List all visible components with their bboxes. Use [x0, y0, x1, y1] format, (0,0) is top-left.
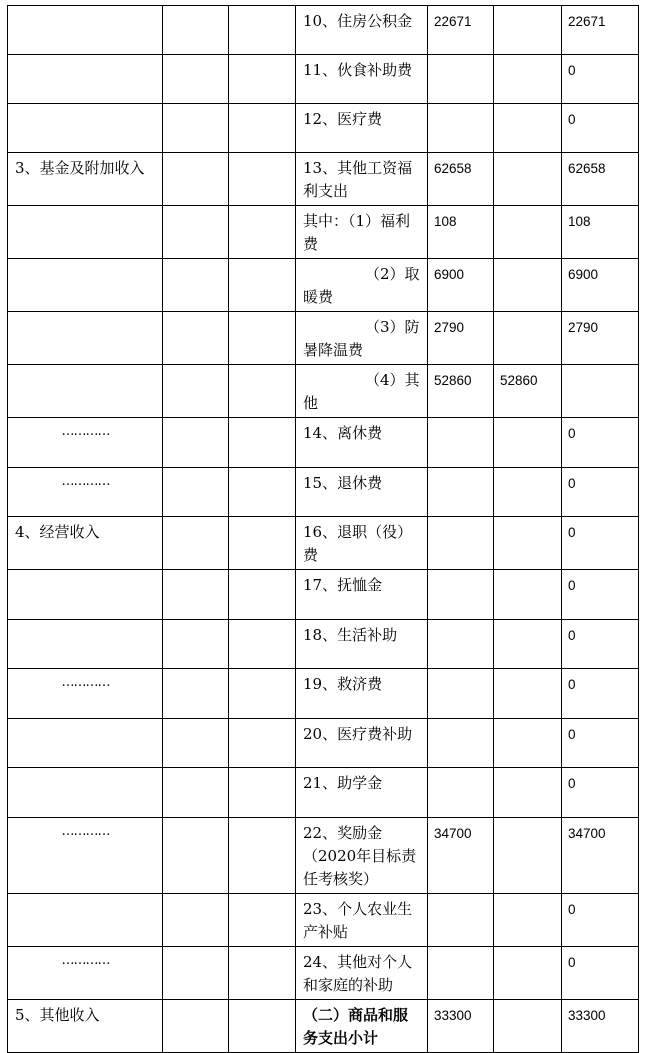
cell-v1: [428, 669, 494, 719]
cell-item: 21、助学金: [296, 768, 428, 818]
cell-c0: [8, 620, 163, 669]
cell-v1: 2790: [428, 312, 494, 365]
cell-v3: 0: [562, 620, 639, 669]
cell-c0: …………: [8, 468, 163, 517]
cell-v1: [428, 418, 494, 468]
cell-c2: [229, 719, 296, 768]
table-row: [8, 570, 639, 620]
cell-item: 18、生活补助: [296, 620, 428, 669]
cell-c0: [8, 259, 163, 312]
cell-v1: [428, 55, 494, 104]
table-row: [8, 669, 639, 719]
cell-item: 23、个人农业生产补贴: [296, 894, 428, 947]
cell-c1: [163, 818, 229, 894]
cell-v1: 6900: [428, 259, 494, 312]
cell-item: 11、伙食补助费: [296, 55, 428, 104]
cell-c1: [163, 620, 229, 669]
cell-item: 17、抚恤金: [296, 570, 428, 620]
cell-c2: [229, 312, 296, 365]
cell-c1: [163, 1000, 229, 1053]
cell-v3: 2790: [562, 312, 639, 365]
cell-c0: [8, 55, 163, 104]
table-row: [8, 418, 639, 468]
cell-item: 24、其他对个人和家庭的补助: [296, 947, 428, 1000]
table-row: [8, 6, 639, 55]
cell-c2: [229, 517, 296, 570]
cell-c1: [163, 669, 229, 719]
cell-v1: 108: [428, 206, 494, 259]
cell-item: 15、退休费: [296, 468, 428, 517]
cell-v3: 62658: [562, 153, 639, 206]
cell-v3: 0: [562, 104, 639, 153]
cell-v1: 62658: [428, 153, 494, 206]
table-row: [8, 104, 639, 153]
cell-c2: [229, 153, 296, 206]
table-row: [8, 818, 639, 894]
cell-v1: [428, 947, 494, 1000]
cell-c1: [163, 55, 229, 104]
cell-v2: [494, 206, 562, 259]
cell-v1: [428, 768, 494, 818]
cell-c0: …………: [8, 818, 163, 894]
cell-v1: 34700: [428, 818, 494, 894]
cell-c1: [163, 468, 229, 517]
cell-item: 20、医疗费补助: [296, 719, 428, 768]
cell-v2: [494, 259, 562, 312]
cell-v1: [428, 719, 494, 768]
cell-c2: [229, 947, 296, 1000]
cell-v3: 0: [562, 894, 639, 947]
cell-c0: …………: [8, 947, 163, 1000]
cell-item: （3）防暑降温费: [296, 312, 428, 365]
cell-c1: [163, 365, 229, 418]
cell-c1: [163, 517, 229, 570]
table-row: [8, 259, 639, 312]
cell-item: 13、其他工资福利支出: [296, 153, 428, 206]
cell-v2: [494, 517, 562, 570]
cell-v2: 52860: [494, 365, 562, 418]
cell-item: 19、救济费: [296, 669, 428, 719]
cell-c1: [163, 719, 229, 768]
cell-c2: [229, 418, 296, 468]
table-row: [8, 468, 639, 517]
cell-c1: [163, 104, 229, 153]
cell-c2: [229, 894, 296, 947]
cell-c0: [8, 768, 163, 818]
cell-c2: [229, 1000, 296, 1053]
cell-v2: [494, 153, 562, 206]
budget-table: [7, 5, 639, 1053]
cell-v3: 0: [562, 55, 639, 104]
cell-v2: [494, 947, 562, 1000]
cell-c1: [163, 153, 229, 206]
cell-v3: 34700: [562, 818, 639, 894]
cell-c0: [8, 894, 163, 947]
cell-c2: [229, 768, 296, 818]
cell-c2: [229, 669, 296, 719]
cell-v2: [494, 719, 562, 768]
cell-v2: [494, 818, 562, 894]
cell-c1: [163, 947, 229, 1000]
cell-item: 16、退职（役）费: [296, 517, 428, 570]
cell-v3: 0: [562, 517, 639, 570]
table-row: [8, 206, 639, 259]
cell-c1: [163, 570, 229, 620]
cell-v3: 0: [562, 768, 639, 818]
table-row: [8, 719, 639, 768]
cell-item: 其中：（1）福利费: [296, 206, 428, 259]
cell-c1: [163, 768, 229, 818]
cell-v2: [494, 104, 562, 153]
cell-c0: 5、其他收入: [8, 1000, 163, 1053]
table-row: [8, 517, 639, 570]
table-row: [8, 894, 639, 947]
cell-v3: 0: [562, 719, 639, 768]
cell-c0: 4、经营收入: [8, 517, 163, 570]
cell-v3: 0: [562, 669, 639, 719]
cell-c0: [8, 719, 163, 768]
table-row: [8, 1000, 639, 1053]
cell-v1: 22671: [428, 6, 494, 55]
table-row: [8, 947, 639, 1000]
cell-item: 22、奖励金（2020年目标责任考核奖）: [296, 818, 428, 894]
cell-v3: 22671: [562, 6, 639, 55]
table-body: [8, 6, 639, 1053]
cell-c1: [163, 206, 229, 259]
cell-c1: [163, 259, 229, 312]
cell-c0: [8, 312, 163, 365]
cell-v3: 0: [562, 947, 639, 1000]
table-row: [8, 768, 639, 818]
cell-v1: [428, 104, 494, 153]
cell-v1: [428, 570, 494, 620]
cell-c1: [163, 418, 229, 468]
cell-v1: 52860: [428, 365, 494, 418]
cell-c1: [163, 6, 229, 55]
cell-c0: …………: [8, 418, 163, 468]
cell-c0: [8, 6, 163, 55]
cell-v3: 108: [562, 206, 639, 259]
cell-item: 14、离休费: [296, 418, 428, 468]
cell-c2: [229, 468, 296, 517]
cell-v1: [428, 517, 494, 570]
table-row: [8, 312, 639, 365]
cell-c2: [229, 365, 296, 418]
cell-c0: [8, 104, 163, 153]
cell-c0: [8, 206, 163, 259]
cell-item: （2）取暖费: [296, 259, 428, 312]
cell-item: 10、住房公积金: [296, 6, 428, 55]
cell-v3: 33300: [562, 1000, 639, 1053]
cell-c2: [229, 206, 296, 259]
cell-c2: [229, 620, 296, 669]
cell-v2: [494, 55, 562, 104]
cell-v2: [494, 768, 562, 818]
cell-c2: [229, 259, 296, 312]
cell-c0: 3、基金及附加收入: [8, 153, 163, 206]
cell-v3: [562, 365, 639, 418]
cell-c0: …………: [8, 669, 163, 719]
cell-v2: [494, 6, 562, 55]
cell-v1: 33300: [428, 1000, 494, 1053]
cell-c2: [229, 6, 296, 55]
cell-v1: [428, 894, 494, 947]
cell-item: 12、医疗费: [296, 104, 428, 153]
cell-v2: [494, 1000, 562, 1053]
cell-v3: 0: [562, 418, 639, 468]
table-row: [8, 153, 639, 206]
table-row: [8, 365, 639, 418]
cell-item: （4）其他: [296, 365, 428, 418]
cell-v2: [494, 894, 562, 947]
table-row: [8, 55, 639, 104]
cell-v3: 6900: [562, 259, 639, 312]
cell-v2: [494, 620, 562, 669]
cell-v2: [494, 418, 562, 468]
cell-item: （二）商品和服务支出小计: [296, 1000, 428, 1053]
cell-v2: [494, 669, 562, 719]
cell-c1: [163, 894, 229, 947]
cell-v3: 0: [562, 468, 639, 517]
table-row: [8, 620, 639, 669]
cell-v1: [428, 468, 494, 517]
cell-v2: [494, 468, 562, 517]
cell-c2: [229, 818, 296, 894]
cell-v1: [428, 620, 494, 669]
cell-v3: 0: [562, 570, 639, 620]
cell-c2: [229, 570, 296, 620]
cell-v2: [494, 570, 562, 620]
cell-c2: [229, 104, 296, 153]
cell-v2: [494, 312, 562, 365]
cell-c1: [163, 312, 229, 365]
cell-c2: [229, 55, 296, 104]
cell-c0: [8, 570, 163, 620]
cell-c0: [8, 365, 163, 418]
